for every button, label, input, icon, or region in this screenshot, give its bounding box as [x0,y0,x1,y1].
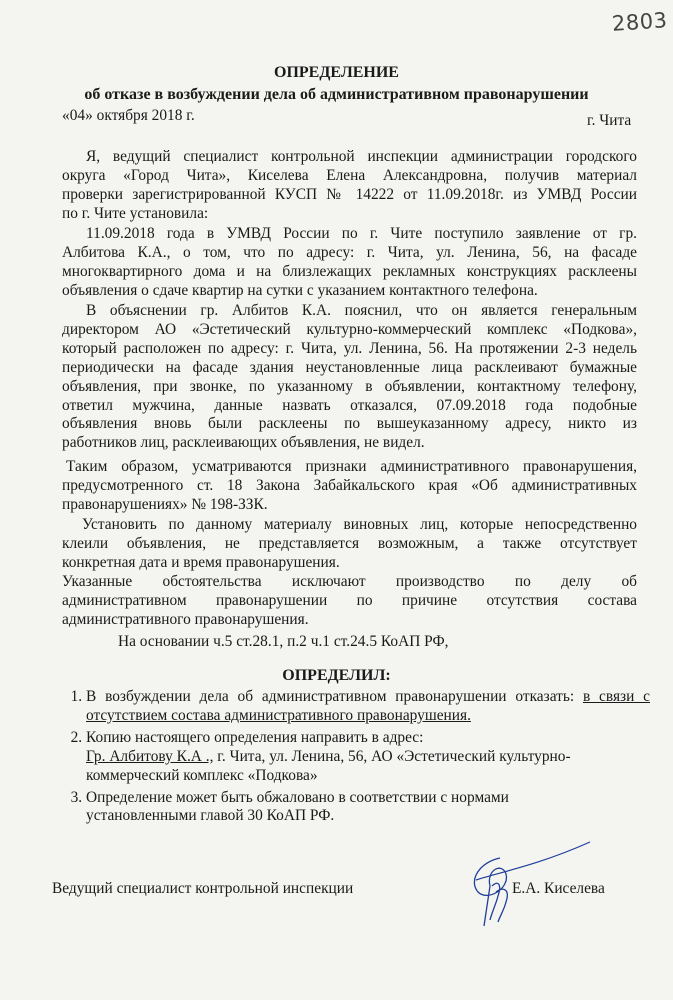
text-line: директором АО «Эстетический культурно-коммерческий комплекс «Подкова», [62,320,637,338]
text-line: правонарушениях» № 198-ЗЗК. [62,495,268,513]
text-line: работников лиц, расклеивающих объявления, не видел. [62,434,425,452]
signature-position: Ведущий специалист контрольной инспекции [52,880,354,897]
text-line: ответил мужчина, данные назвать отказался, 07.09.2018 года подобные [62,396,637,414]
text-line: конкретная дата и время правонарушения. [62,553,340,571]
signature-stroke [476,842,590,880]
document-city: г. Чита [587,112,632,129]
decision-item-2 [86,729,650,786]
text-line: периодически на фасаде здания неустановленные лица расклеивают бумажные [62,358,637,376]
text-line: объявления о сдаче квартир на сутки с указанием контактного телефона. [62,281,538,299]
paragraph-no-culprits [62,516,637,573]
text-line: объявления вновь были расклеены по вышеуказанному адресу, никто из [62,415,637,433]
handwritten-number: 2803 [611,8,669,36]
text-line: Установить по данному материалу виновных лиц, которые непосредственно [82,516,637,533]
text-line: предусмотренного ст. 18 Закона Забайкальского края «Об административных [62,476,637,494]
text-line: Албитова К.А., о том, что по адресу: г. Чита, ул. Ленина, 56, на фасаде [62,243,637,261]
text-line: Таким образом, усматриваются признаки административного правонарушения, [66,458,637,475]
text-line: многоквартирного дома и на близлежащих рекламных конструкциях расклеены [62,262,637,280]
recipient-address: г. Чита, ул. Ленина, 56, АО «Эстетический культурно-коммерческий комплекс «Подкова» [86,747,571,784]
text-line: Указанные обстоятельства исключают производство по делу об [62,573,637,590]
text-line: который расположен по адресу: г. Чита, ул. Ленина, 56. На протяжении 2-3 недель [62,339,637,357]
recipient-name: Гр. Албитову К.А ., [86,747,214,765]
decision-item-1 [86,688,650,726]
decision-list [66,688,650,829]
paragraph-intro [62,148,637,224]
signature-stroke [490,883,507,922]
document-subtitle: об отказе в возбуждении дела об административном правонарушении [84,86,589,103]
text-line: административном правонарушении по причине отсутствия состава [62,591,637,609]
decision-item-text: Определение может быть обжаловано в соответствии с нормами установленными главой 30 КоАП РФ. [86,788,509,825]
legal-basis: На основании ч.5 ст.28.1, п.2 ч.1 ст.24.5 КоАП РФ, [118,633,449,650]
paragraph-circumstances [62,573,637,630]
text-line: округа «Город Чита», Киселева Елена Александровна, получив материал [62,166,637,184]
text-line: объявления, при звонке, по указанному в объявлении, контактному телефону, [62,377,637,395]
document-title: ОПРЕДЕЛЕНИЕ [274,64,399,81]
paragraph-statement [62,225,637,301]
signature-stroke [474,858,506,926]
decision-item-text: В возбуждении дела об административном правонарушении отказать: [86,688,583,705]
document-date: «04» октября 2018 г. [62,107,195,124]
paragraph-conclusion [62,458,637,515]
signature-name: Е.А. Киселева [512,880,605,897]
text-line: административного правонарушения. [62,610,309,628]
paragraph-explanation [62,302,637,453]
text-line: по г. Чите установила: [62,204,209,222]
decision-item-3 [86,789,590,827]
text-line: проверки зарегистрированной КУСП № 14222 от 11.09.2018г. из УМВД России [62,185,637,203]
decision-heading: ОПРЕДЕЛИЛ: [282,667,391,684]
text-line: Я, ведущий специалист контрольной инспекции администрации городского [86,148,637,165]
text-line: В объяснении гр. Албитов К.А. пояснил, что он является генеральным [86,302,637,319]
decision-item-text: Копию настоящего определения направить в адрес: [86,728,424,746]
text-line: клеили объявления, не представляется возможным, а также отсутствует [62,534,637,552]
decision-item-underlined: в связи с отсутствием состава административного правонарушения. [86,688,650,724]
text-line: 11.09.2018 года в УМВД России по г. Чите поступило заявление от гр. [86,225,637,242]
